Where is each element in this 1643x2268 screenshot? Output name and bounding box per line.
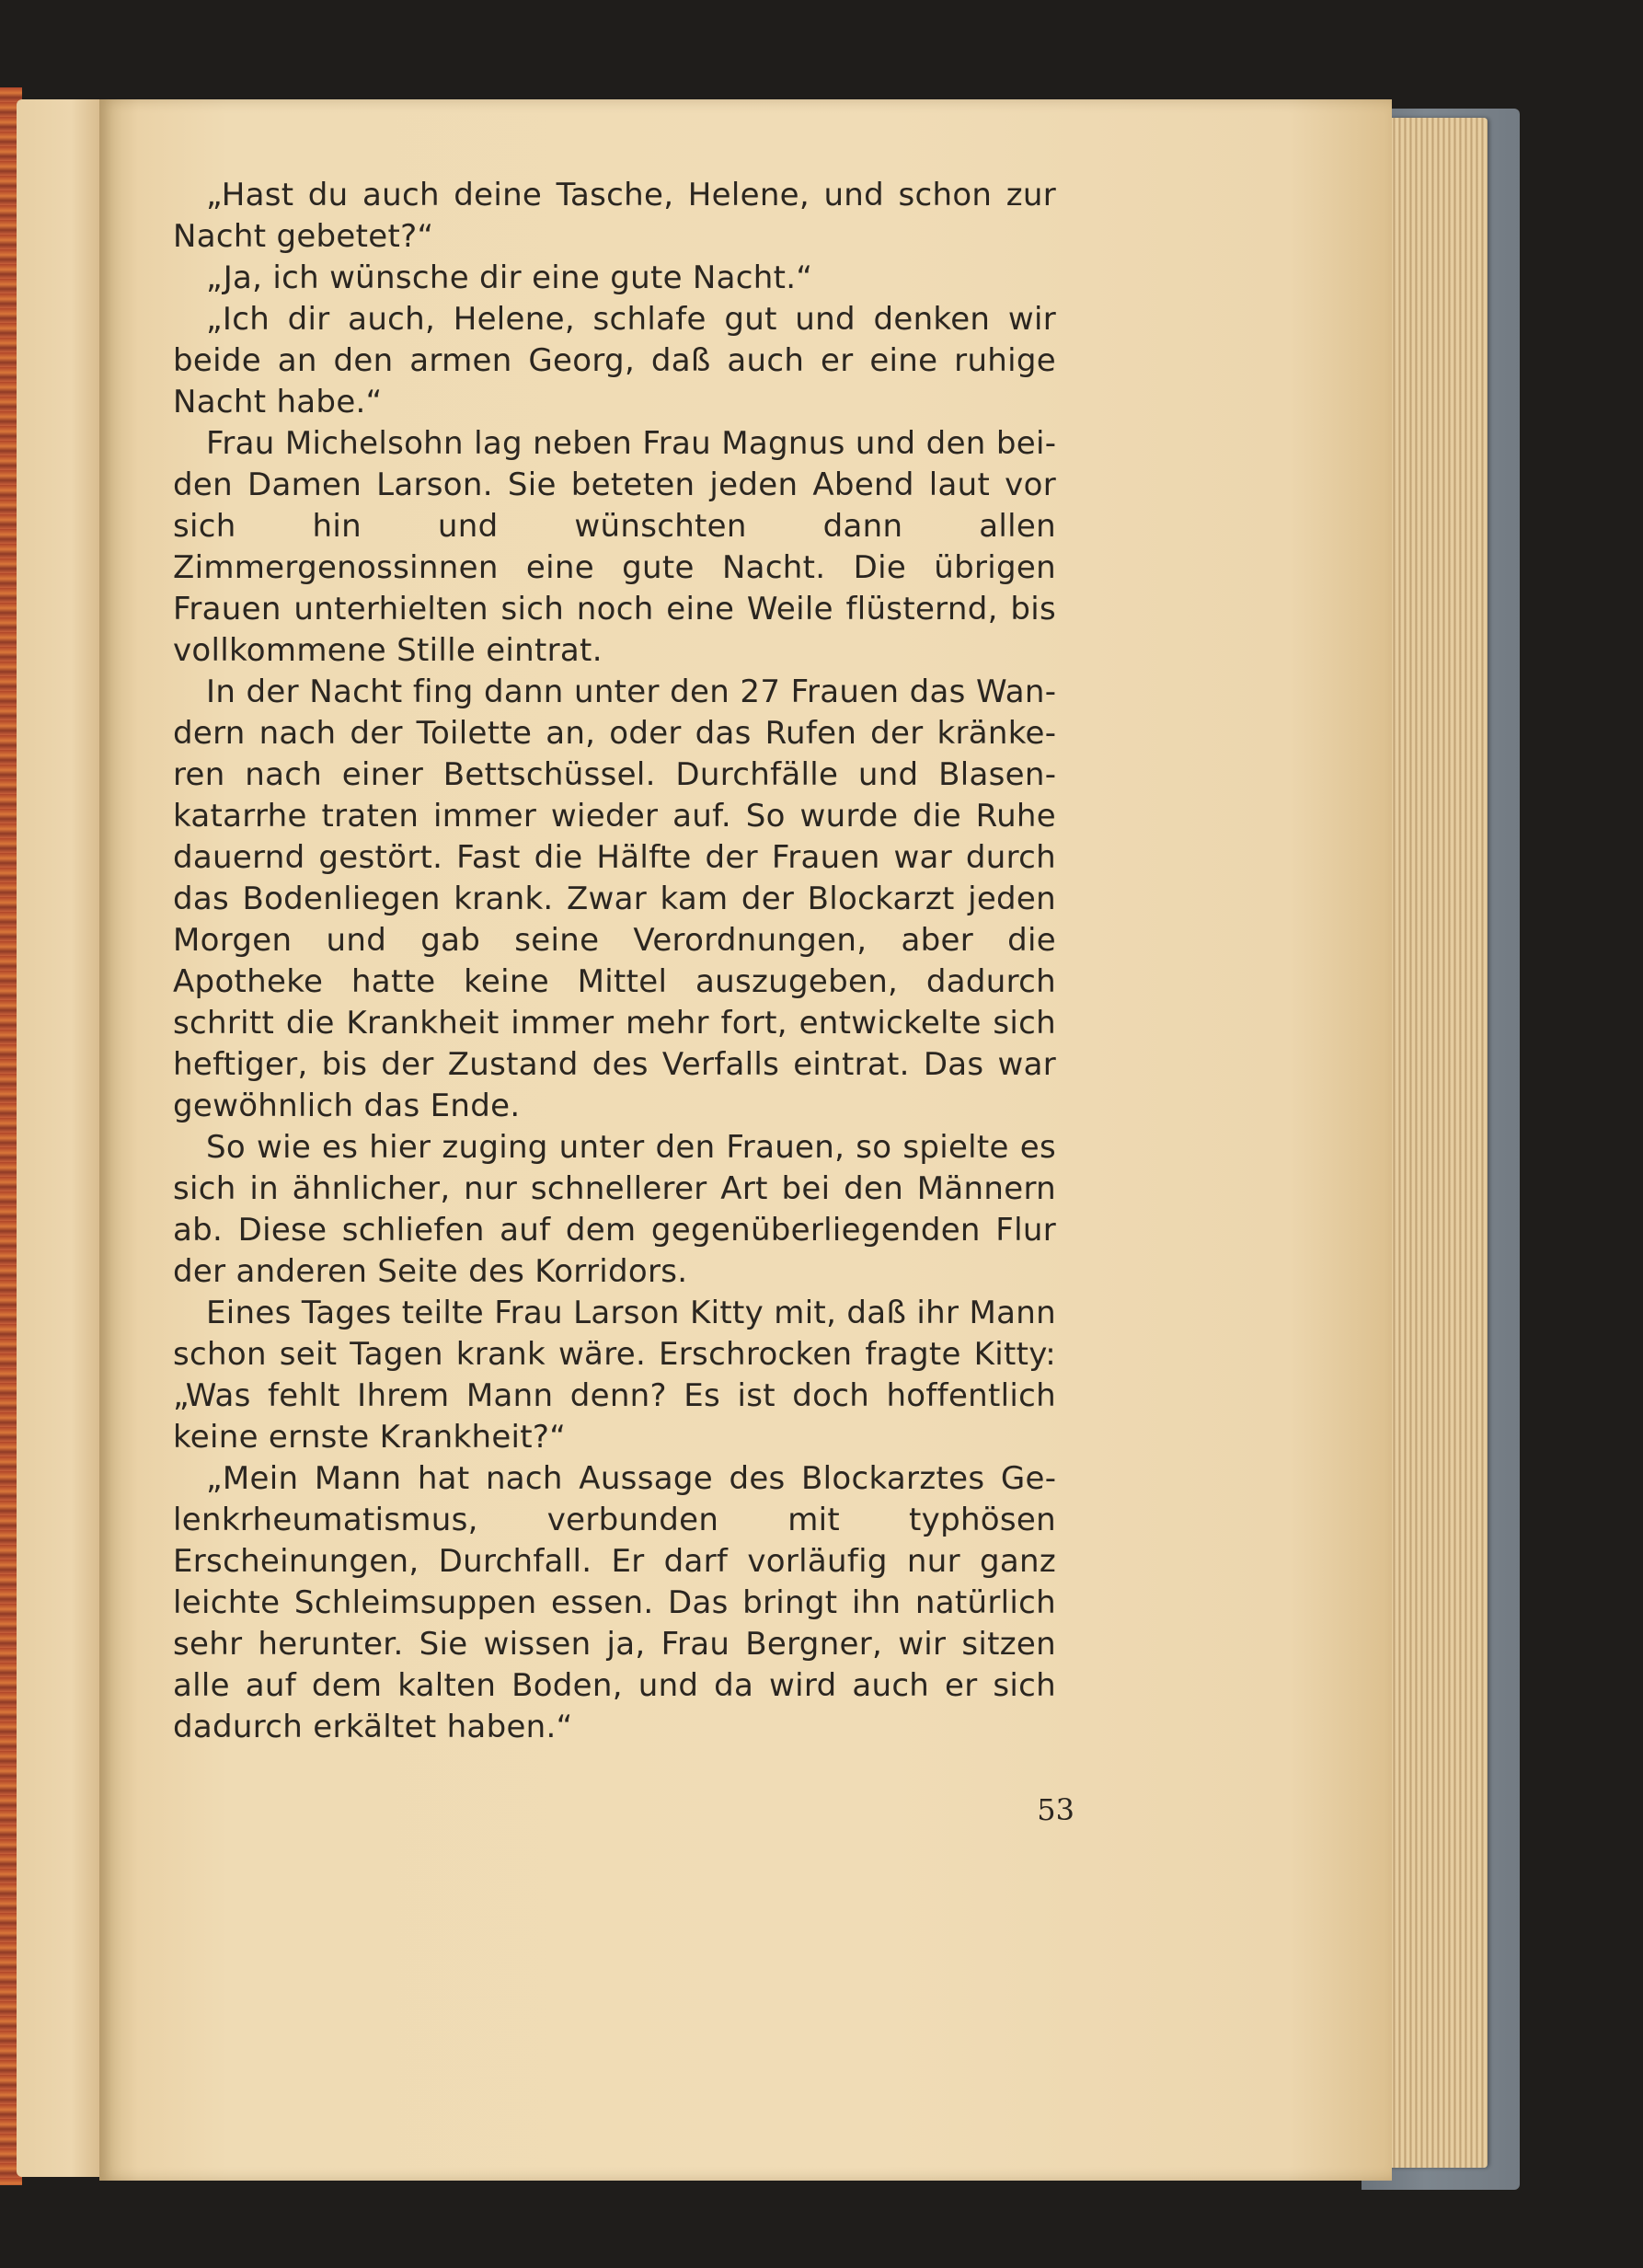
paragraph: Eines Tages teilte Frau Larson Kitty mit, daß ihr Mann schon seit Tagen krank wäre. Erschrocken fragte Kitty: „Was fehlt Ihrem Mann denn? Es ist doch hoffentlich keine ernste Krankheit?“ <box>173 1295 1056 1456</box>
paragraph: „Ich dir auch, Helene, schlafe gut und denken wir beide an den armen Georg, daß auch er eine ruhige Nacht habe.“ <box>173 301 1056 420</box>
paragraph: „Hast du auch deine Tasche, Helene, und schon zur Nacht gebetet?“ <box>173 177 1056 255</box>
paragraph: In der Nacht fing dann unter den 27 Frauen das Wandern nach der Toilette an, oder das Rufen der kränkeren nach einer Bettschüssel. Durchfälle und Blasenkatarrhe traten immer wieder auf. So wurde die Ruhe dauernd gestört. Fast die Hälfte der Frauen war durch das Bodenliegen krank. Zwar kam der Blockarzt jeden Morgen und gab seine Verordnungen, aber die Apotheke hatte keine Mittel auszugeben, dadurch schritt die Krankheit immer mehr fort, entwickelte sich heftiger, bis der Zustand des Verfalls eintrat. Das war gewöhnlich das Ende. <box>173 673 1056 1124</box>
paragraph: Frau Michelsohn lag neben Frau Magnus und den beiden Damen Larson. Sie beteten jeden Abend laut vor sich hin und wünschten dann allen Zimmergenossinnen eine gute Nacht. Die übrigen Frauen unterhielten sich noch eine Weile flüsternd, bis vollkommene Stille eintrat. <box>173 425 1056 669</box>
page-text <box>173 175 1056 1748</box>
paragraph: „Mein Mann hat nach Aussage des Blockarztes Gelenkrheumatismus, verbunden mit typhösen Erscheinungen, Durchfall. Er darf vorläufig nur ganz leichte Schleimsuppen essen. Das bringt ihn natürlich sehr herunter. Sie wissen ja, Frau Bergner, wir sitzen alle auf dem kalten Boden, und da wird auch er sich dadurch erkältet haben.“ <box>173 1460 1056 1745</box>
paragraph: „Ja, ich wünsche dir eine gute Nacht.“ <box>206 259 813 296</box>
paragraph: So wie es hier zuging unter den Frauen, so spielte es sich in ähnlicher, nur schnellerer Art bei den Männern ab. Diese schliefen auf dem gegenüberliegenden Flur der anderen Seite des Korridors. <box>173 1129 1056 1290</box>
page-number: 53 <box>1037 1792 1074 1827</box>
page-stack-edges <box>1384 118 1488 2168</box>
